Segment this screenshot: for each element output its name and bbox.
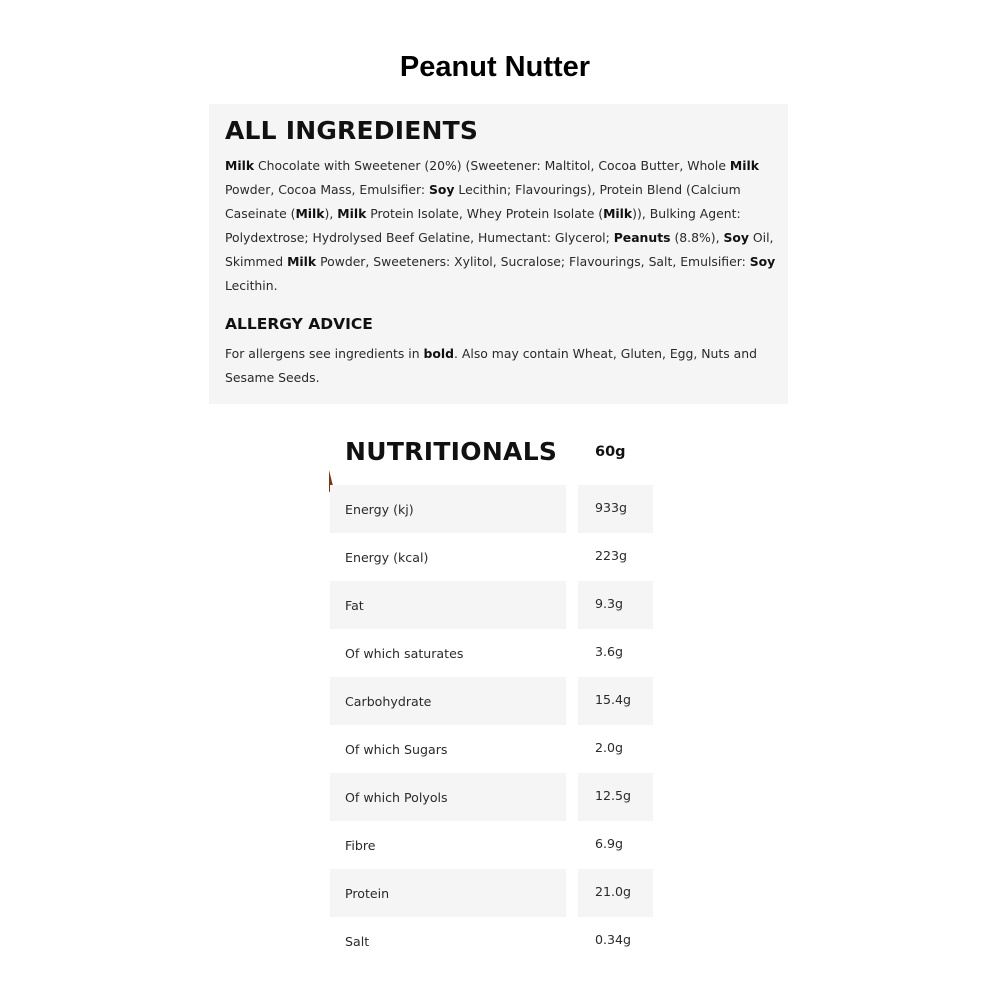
allergen-term: Milk: [729, 158, 759, 173]
ingredients-line: [225, 250, 778, 274]
allergy-line: [225, 366, 778, 390]
table-row: [330, 773, 654, 821]
allergy-text: [225, 342, 778, 390]
page-title: Peanut Nutter: [399, 51, 591, 83]
allergen-term: Peanuts: [613, 230, 671, 245]
text-segment: ),: [324, 206, 338, 221]
allergen-term: Milk: [295, 206, 325, 221]
allergen-term: Soy: [428, 182, 455, 197]
ingredients-heading: ALL INGREDIENTS: [225, 116, 479, 145]
text-segment: Protein Isolate, Whey Protein Isolate (: [366, 206, 604, 221]
text-segment: Skimmed: [225, 254, 288, 269]
text-segment: )), Bulking Agent:: [632, 206, 741, 221]
text-segment: Lecithin; Flavourings), Protein Blend (Calcium: [454, 182, 741, 197]
nutrient-label: Energy (kcal): [345, 550, 429, 565]
table-row: [330, 533, 654, 581]
table-row: [330, 581, 654, 629]
nutrient-label: Carbohydrate: [330, 677, 566, 725]
text-segment: Powder, Cocoa Mass, Emulsifier:: [225, 182, 429, 197]
allergy-line: [225, 342, 778, 366]
table-row: [330, 821, 654, 869]
allergen-term: Soy: [749, 254, 776, 269]
ingredients-line: [225, 202, 778, 226]
nutrient-label: Protein: [330, 869, 566, 917]
nutrient-label: Salt: [345, 934, 370, 949]
ingredients-panel: [209, 104, 788, 404]
text-segment: Oil,: [748, 230, 774, 245]
allergen-term: Milk: [337, 206, 367, 221]
nutrient-value: 12.5g: [578, 773, 653, 821]
nutrient-value: 9.3g: [578, 581, 653, 629]
nutrient-value: 933g: [578, 485, 653, 533]
text-segment: Lecithin.: [225, 278, 278, 293]
nutrient-value: 15.4g: [578, 677, 653, 725]
table-row: [330, 677, 654, 725]
nutrient-label: Fat: [330, 581, 566, 629]
ingredients-line: [225, 154, 778, 178]
nutrient-value: 223g: [595, 548, 628, 563]
allergen-term: Milk: [603, 206, 633, 221]
nutrient-label: Of which saturates: [345, 646, 464, 661]
nutrient-value: 3.6g: [595, 644, 624, 659]
text-segment: For allergens see ingredients in: [225, 346, 424, 361]
serving-size-header: 60g: [595, 444, 626, 460]
nutrient-value: 0.34g: [595, 932, 632, 947]
text-segment: Polydextrose; Hydrolysed Beef Gelatine, Humectant: Glycerol;: [225, 230, 614, 245]
nutrient-label: Energy (kj): [330, 485, 566, 533]
text-segment: . Also may contain Wheat, Gluten, Egg, Nuts and: [454, 346, 757, 361]
nutrient-label: Of which Sugars: [345, 742, 448, 757]
nutrient-value: 6.9g: [595, 836, 624, 851]
text-segment: Caseinate (: [225, 206, 296, 221]
ingredients-line: [225, 178, 778, 202]
table-row: [330, 869, 654, 917]
allergy-heading: ALLERGY ADVICE: [225, 315, 373, 333]
text-segment: Chocolate with Sweetener (20%) (Sweetener: Maltitol, Cocoa Butter, Whole: [254, 158, 730, 173]
allergen-term: Milk: [225, 158, 255, 173]
text-segment: Sesame Seeds.: [225, 370, 320, 385]
table-row: [330, 917, 654, 965]
nutrient-label: Of which Polyols: [330, 773, 566, 821]
ingredients-text: [225, 154, 778, 298]
nutrient-label: Fibre: [345, 838, 376, 853]
nutrient-value: 2.0g: [595, 740, 624, 755]
table-row: [330, 725, 654, 773]
nutritionals-heading: NUTRITIONALS: [345, 437, 558, 466]
text-segment: Powder, Sweeteners: Xylitol, Sucralose; Flavourings, Salt, Emulsifier:: [316, 254, 750, 269]
text-segment: (8.8%),: [670, 230, 724, 245]
allergen-term: bold: [423, 346, 455, 361]
ingredients-line: [225, 226, 778, 250]
table-row: [330, 485, 654, 533]
allergen-term: Milk: [287, 254, 317, 269]
ingredients-line: [225, 274, 778, 298]
nutrient-value: 21.0g: [578, 869, 653, 917]
table-row: [330, 629, 654, 677]
allergen-term: Soy: [723, 230, 749, 245]
